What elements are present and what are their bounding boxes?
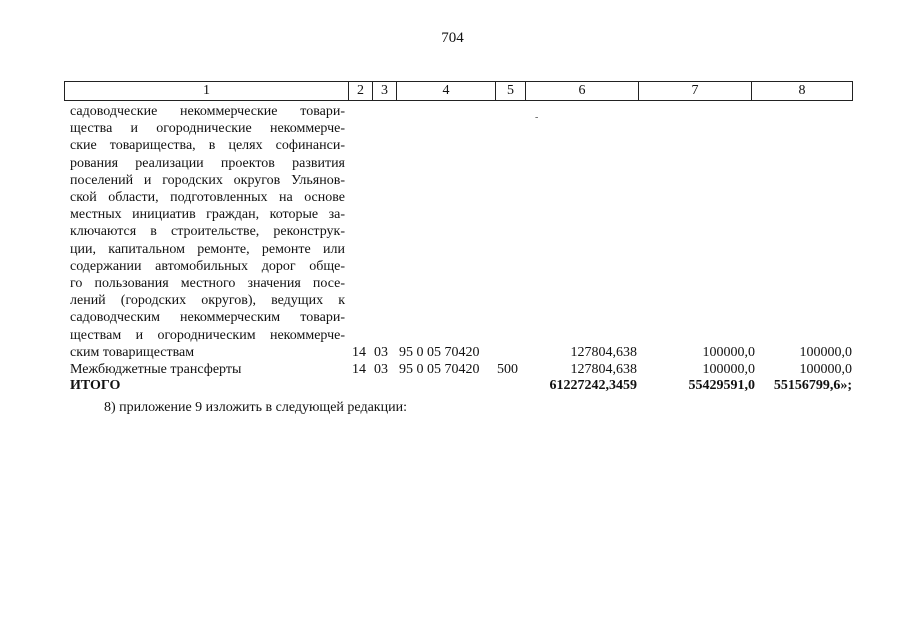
row-csr: 95 0 05 70420 <box>399 345 480 360</box>
row-vr: 500 <box>497 362 518 377</box>
header-col-8: 8 <box>798 83 806 98</box>
row-csr: 95 0 05 70420 <box>399 362 480 377</box>
description-line: ской области, подготовленных на основе <box>70 190 345 206</box>
row-value-3: 100000,0 <box>799 345 852 360</box>
total-value-1: 61227242,3459 <box>549 378 637 393</box>
total-row <box>0 377 905 394</box>
header-col-1: 1 <box>65 82 349 100</box>
table-row <box>0 361 905 378</box>
row-value-3: 100000,0 <box>799 362 852 377</box>
stray-mark: - <box>535 112 539 123</box>
page-number: 704 <box>441 30 464 46</box>
row-value-2: 100000,0 <box>702 345 755 360</box>
description-line: местных инициатив граждан, которые за- <box>70 207 345 223</box>
description-line: садоводческие некоммерческие товари- <box>70 104 345 119</box>
description-line: рования реализации проектов развития <box>70 155 345 171</box>
header-col-5: 5 <box>496 82 526 100</box>
description-line: ществам и огородническим некоммерче- <box>70 327 345 343</box>
total-value-2: 55429591,0 <box>688 378 755 393</box>
row-rz: 14 <box>352 362 366 377</box>
total-label: ИТОГО <box>70 378 121 393</box>
description-line: го пользования местного значения посе- <box>70 276 345 292</box>
row-name: Межбюджетные трансферты <box>70 362 242 377</box>
header-col-6: 6 <box>526 82 639 100</box>
description-line: ские товарищества, в целях софинанси- <box>70 138 345 154</box>
description-line: содержании автомобильных дорог обще- <box>70 258 345 274</box>
row-name: ским товариществам <box>70 345 195 360</box>
row-value-1: 127804,638 <box>570 362 637 377</box>
header-col-3: 3 <box>373 82 397 100</box>
row-pr: 03 <box>374 345 388 360</box>
row-value-2: 100000,0 <box>702 362 755 377</box>
table-row <box>0 344 905 361</box>
description-line: щества и огороднические некоммерче- <box>70 121 345 137</box>
header-col-7: 7 <box>639 82 752 100</box>
description-line: лений (городских округов), ведущих к <box>70 293 345 309</box>
description-line: ключаются в строительстве, реконструк- <box>70 224 345 240</box>
description-line: ции, капитальном ремонте, ремонте или <box>70 241 345 257</box>
table-header <box>64 81 853 101</box>
total-value-3: 55156799,6»; <box>773 378 852 393</box>
row-pr: 03 <box>374 362 388 377</box>
header-col-4: 4 <box>397 82 496 100</box>
amendment-note: 8) приложение 9 изложить в следующей редакции: <box>104 400 407 415</box>
row-rz: 14 <box>352 345 366 360</box>
header-col-2: 2 <box>349 82 373 100</box>
description-line: садоводческим некоммерческим товари- <box>70 310 345 326</box>
row-description <box>70 103 345 344</box>
description-line: поселений и городских округов Ульянов- <box>70 172 345 188</box>
row-value-1: 127804,638 <box>570 345 637 360</box>
